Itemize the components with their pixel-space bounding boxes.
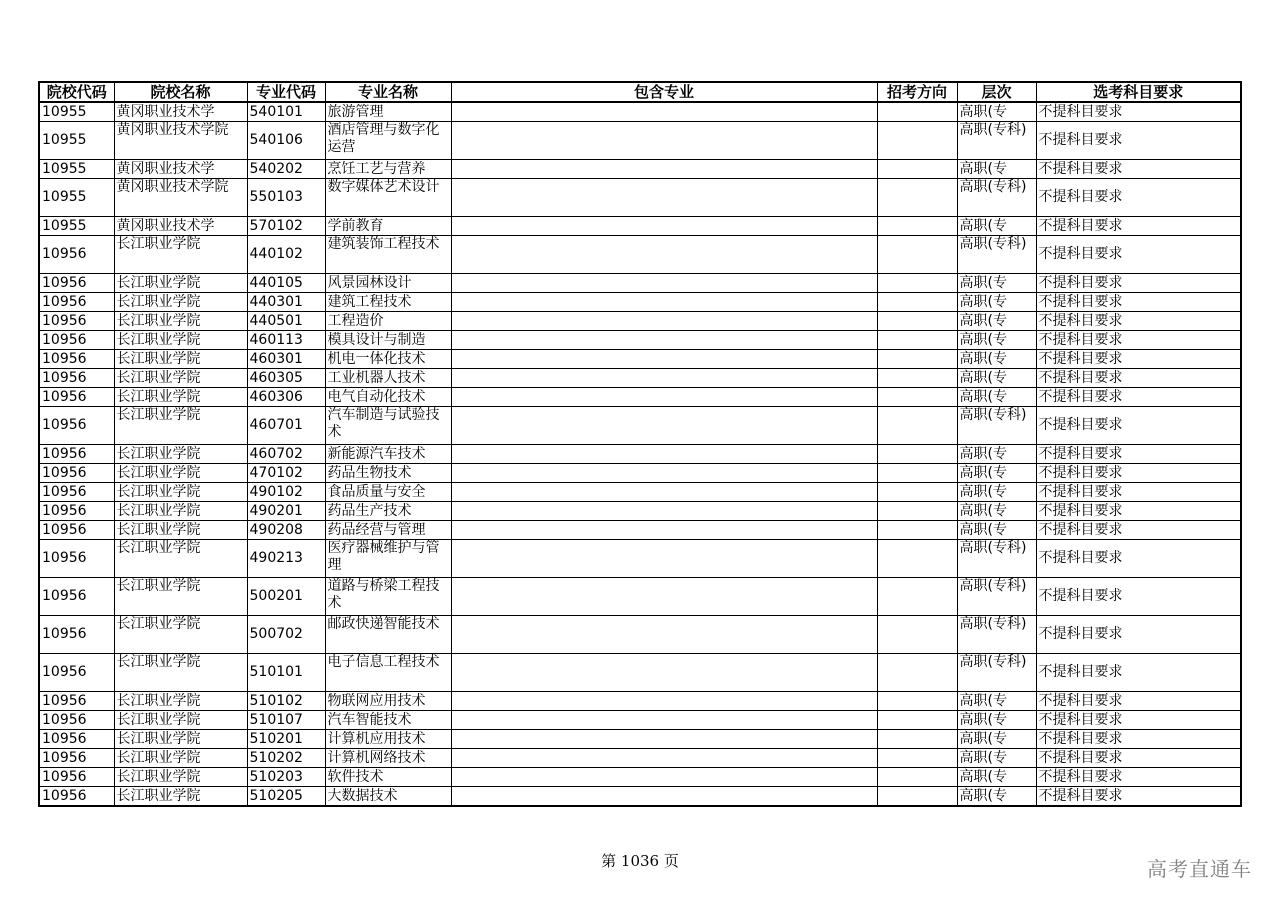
table-row	[39, 483, 1241, 502]
cell-school-name: 黄冈职业技术学	[114, 102, 247, 122]
cell-school-code: 10956	[39, 768, 114, 787]
cell-school-name: 长江职业学院	[114, 483, 247, 502]
cell-school-name: 长江职业学院	[114, 331, 247, 350]
cell-major-code: 510101	[247, 654, 325, 692]
table-row	[39, 274, 1241, 293]
cell-major-code: 440301	[247, 293, 325, 312]
cell-direction	[877, 388, 957, 407]
cell-subject-requirement: 不提科目要求	[1036, 102, 1241, 122]
cell-major-code: 460306	[247, 388, 325, 407]
cell-direction	[877, 787, 957, 807]
table-row	[39, 369, 1241, 388]
cell-included-majors	[451, 369, 877, 388]
cell-school-code: 10956	[39, 274, 114, 293]
cell-major-code: 510205	[247, 787, 325, 807]
cell-school-name: 长江职业学院	[114, 711, 247, 730]
cell-included-majors	[451, 388, 877, 407]
cell-included-majors	[451, 521, 877, 540]
cell-major-code: 540101	[247, 102, 325, 122]
cell-school-code: 10956	[39, 749, 114, 768]
cell-included-majors	[451, 654, 877, 692]
header-subject-requirement: 选考科目要求	[1036, 82, 1241, 102]
cell-major-code: 540202	[247, 160, 325, 179]
cell-major-code: 460702	[247, 445, 325, 464]
cell-subject-requirement: 不提科目要求	[1036, 407, 1241, 445]
cell-subject-requirement: 不提科目要求	[1036, 369, 1241, 388]
cell-school-name: 黄冈职业技术学院	[114, 122, 247, 160]
cell-level: 高职(专科)	[957, 578, 1036, 616]
cell-included-majors	[451, 331, 877, 350]
cell-major-name: 电子信息工程技术	[325, 654, 451, 692]
cell-major-name: 烹饪工艺与营养	[325, 160, 451, 179]
cell-major-name: 模具设计与制造	[325, 331, 451, 350]
cell-included-majors	[451, 102, 877, 122]
cell-level: 高职(专科)	[957, 179, 1036, 217]
cell-school-name: 长江职业学院	[114, 445, 247, 464]
cell-school-name: 长江职业学院	[114, 350, 247, 369]
cell-direction	[877, 730, 957, 749]
cell-included-majors	[451, 217, 877, 236]
cell-level: 高职(专	[957, 388, 1036, 407]
table-row	[39, 692, 1241, 711]
table-row	[39, 445, 1241, 464]
cell-major-code: 510203	[247, 768, 325, 787]
cell-major-code: 540106	[247, 122, 325, 160]
table-body	[39, 102, 1241, 806]
cell-school-code: 10956	[39, 369, 114, 388]
cell-subject-requirement: 不提科目要求	[1036, 483, 1241, 502]
cell-school-code: 10956	[39, 350, 114, 369]
cell-major-code: 470102	[247, 464, 325, 483]
admissions-table-container	[38, 81, 1240, 807]
cell-subject-requirement: 不提科目要求	[1036, 654, 1241, 692]
cell-included-majors	[451, 749, 877, 768]
cell-major-code: 490208	[247, 521, 325, 540]
table-row	[39, 540, 1241, 578]
cell-included-majors	[451, 768, 877, 787]
cell-included-majors	[451, 293, 877, 312]
cell-major-name: 计算机应用技术	[325, 730, 451, 749]
cell-subject-requirement: 不提科目要求	[1036, 749, 1241, 768]
cell-subject-requirement: 不提科目要求	[1036, 179, 1241, 217]
cell-direction	[877, 768, 957, 787]
table-row	[39, 521, 1241, 540]
cell-direction	[877, 160, 957, 179]
table-row	[39, 711, 1241, 730]
cell-major-code: 500201	[247, 578, 325, 616]
cell-school-name: 黄冈职业技术学	[114, 160, 247, 179]
cell-direction	[877, 711, 957, 730]
cell-subject-requirement: 不提科目要求	[1036, 578, 1241, 616]
cell-level: 高职(专	[957, 464, 1036, 483]
table-row	[39, 749, 1241, 768]
cell-major-name: 建筑装饰工程技术	[325, 236, 451, 274]
table-row	[39, 464, 1241, 483]
table-row	[39, 122, 1241, 160]
cell-subject-requirement: 不提科目要求	[1036, 768, 1241, 787]
cell-school-code: 10956	[39, 331, 114, 350]
cell-major-name: 汽车制造与试验技术	[325, 407, 451, 445]
cell-subject-requirement: 不提科目要求	[1036, 730, 1241, 749]
table-row	[39, 331, 1241, 350]
cell-subject-requirement: 不提科目要求	[1036, 445, 1241, 464]
cell-subject-requirement: 不提科目要求	[1036, 502, 1241, 521]
cell-subject-requirement: 不提科目要求	[1036, 217, 1241, 236]
cell-included-majors	[451, 483, 877, 502]
cell-subject-requirement: 不提科目要求	[1036, 616, 1241, 654]
cell-major-name: 建筑工程技术	[325, 293, 451, 312]
cell-school-code: 10955	[39, 102, 114, 122]
cell-direction	[877, 502, 957, 521]
cell-school-code: 10956	[39, 787, 114, 807]
cell-direction	[877, 464, 957, 483]
cell-level: 高职(专	[957, 274, 1036, 293]
cell-direction	[877, 236, 957, 274]
cell-subject-requirement: 不提科目要求	[1036, 274, 1241, 293]
table-row	[39, 160, 1241, 179]
cell-included-majors	[451, 312, 877, 331]
cell-direction	[877, 350, 957, 369]
cell-subject-requirement: 不提科目要求	[1036, 388, 1241, 407]
cell-direction	[877, 274, 957, 293]
cell-level: 高职(专科)	[957, 236, 1036, 274]
cell-school-code: 10956	[39, 407, 114, 445]
cell-level: 高职(专	[957, 160, 1036, 179]
cell-subject-requirement: 不提科目要求	[1036, 464, 1241, 483]
cell-school-code: 10955	[39, 179, 114, 217]
cell-direction	[877, 407, 957, 445]
cell-school-code: 10956	[39, 502, 114, 521]
cell-direction	[877, 654, 957, 692]
cell-school-name: 长江职业学院	[114, 692, 247, 711]
cell-subject-requirement: 不提科目要求	[1036, 711, 1241, 730]
table-row	[39, 388, 1241, 407]
cell-major-code: 490213	[247, 540, 325, 578]
cell-level: 高职(专	[957, 749, 1036, 768]
cell-subject-requirement: 不提科目要求	[1036, 312, 1241, 331]
cell-major-name: 机电一体化技术	[325, 350, 451, 369]
cell-major-code: 440105	[247, 274, 325, 293]
cell-major-code: 570102	[247, 217, 325, 236]
cell-major-name: 食品质量与安全	[325, 483, 451, 502]
cell-major-name: 计算机网络技术	[325, 749, 451, 768]
header-included-majors: 包含专业	[451, 82, 877, 102]
cell-direction	[877, 331, 957, 350]
cell-included-majors	[451, 236, 877, 274]
table-row	[39, 616, 1241, 654]
cell-major-name: 道路与桥梁工程技术	[325, 578, 451, 616]
cell-included-majors	[451, 502, 877, 521]
cell-major-name: 物联网应用技术	[325, 692, 451, 711]
cell-school-code: 10956	[39, 521, 114, 540]
cell-major-code: 460701	[247, 407, 325, 445]
cell-included-majors	[451, 407, 877, 445]
cell-major-name: 大数据技术	[325, 787, 451, 807]
cell-major-code: 500702	[247, 616, 325, 654]
cell-level: 高职(专	[957, 787, 1036, 807]
cell-direction	[877, 102, 957, 122]
cell-school-name: 长江职业学院	[114, 730, 247, 749]
cell-school-name: 长江职业学院	[114, 616, 247, 654]
cell-school-name: 长江职业学院	[114, 369, 247, 388]
cell-major-name: 药品经营与管理	[325, 521, 451, 540]
cell-level: 高职(专	[957, 369, 1036, 388]
cell-major-code: 510102	[247, 692, 325, 711]
cell-included-majors	[451, 692, 877, 711]
cell-subject-requirement: 不提科目要求	[1036, 350, 1241, 369]
cell-level: 高职(专	[957, 350, 1036, 369]
cell-subject-requirement: 不提科目要求	[1036, 331, 1241, 350]
cell-school-name: 长江职业学院	[114, 787, 247, 807]
header-school-code: 院校代码	[39, 82, 114, 102]
cell-school-code: 10956	[39, 236, 114, 274]
cell-school-name: 黄冈职业技术学院	[114, 179, 247, 217]
header-major-name: 专业名称	[325, 82, 451, 102]
cell-subject-requirement: 不提科目要求	[1036, 540, 1241, 578]
cell-school-code: 10956	[39, 730, 114, 749]
cell-school-code: 10956	[39, 464, 114, 483]
cell-school-name: 长江职业学院	[114, 521, 247, 540]
table-row	[39, 293, 1241, 312]
table-row	[39, 236, 1241, 274]
table-row	[39, 407, 1241, 445]
cell-major-name: 医疗器械维护与管理	[325, 540, 451, 578]
cell-major-name: 旅游管理	[325, 102, 451, 122]
cell-direction	[877, 540, 957, 578]
cell-direction	[877, 616, 957, 654]
cell-school-code: 10956	[39, 445, 114, 464]
cell-major-code: 460305	[247, 369, 325, 388]
cell-level: 高职(专	[957, 445, 1036, 464]
cell-major-name: 工业机器人技术	[325, 369, 451, 388]
cell-level: 高职(专	[957, 293, 1036, 312]
cell-major-name: 工程造价	[325, 312, 451, 331]
cell-major-name: 酒店管理与数字化运营	[325, 122, 451, 160]
table-row	[39, 217, 1241, 236]
cell-major-name: 新能源汽车技术	[325, 445, 451, 464]
cell-major-name: 汽车智能技术	[325, 711, 451, 730]
watermark-text: 高考直通车	[1147, 857, 1252, 881]
cell-school-code: 10956	[39, 692, 114, 711]
cell-direction	[877, 369, 957, 388]
cell-major-code: 510202	[247, 749, 325, 768]
cell-direction	[877, 445, 957, 464]
cell-subject-requirement: 不提科目要求	[1036, 787, 1241, 807]
table-row	[39, 350, 1241, 369]
cell-level: 高职(专	[957, 102, 1036, 122]
cell-subject-requirement: 不提科目要求	[1036, 122, 1241, 160]
cell-school-code: 10955	[39, 122, 114, 160]
header-school-name: 院校名称	[114, 82, 247, 102]
header-level: 层次	[957, 82, 1036, 102]
cell-subject-requirement: 不提科目要求	[1036, 521, 1241, 540]
cell-direction	[877, 749, 957, 768]
cell-level: 高职(专	[957, 331, 1036, 350]
page-number: 第 1036 页	[601, 852, 679, 870]
table-row	[39, 502, 1241, 521]
cell-level: 高职(专	[957, 521, 1036, 540]
cell-school-name: 长江职业学院	[114, 578, 247, 616]
cell-school-name: 长江职业学院	[114, 274, 247, 293]
cell-subject-requirement: 不提科目要求	[1036, 293, 1241, 312]
cell-included-majors	[451, 179, 877, 217]
cell-major-name: 药品生物技术	[325, 464, 451, 483]
cell-level: 高职(专	[957, 711, 1036, 730]
cell-school-code: 10955	[39, 160, 114, 179]
cell-included-majors	[451, 445, 877, 464]
table-row	[39, 578, 1241, 616]
cell-school-code: 10956	[39, 540, 114, 578]
table-row	[39, 179, 1241, 217]
header-direction: 招考方向	[877, 82, 957, 102]
cell-level: 高职(专	[957, 483, 1036, 502]
cell-included-majors	[451, 787, 877, 807]
cell-major-name: 电气自动化技术	[325, 388, 451, 407]
cell-school-code: 10956	[39, 616, 114, 654]
table-row	[39, 787, 1241, 807]
cell-included-majors	[451, 616, 877, 654]
cell-level: 高职(专	[957, 730, 1036, 749]
cell-level: 高职(专	[957, 502, 1036, 521]
cell-level: 高职(专科)	[957, 654, 1036, 692]
cell-school-code: 10956	[39, 312, 114, 331]
cell-major-code: 460113	[247, 331, 325, 350]
cell-direction	[877, 483, 957, 502]
cell-direction	[877, 578, 957, 616]
cell-level: 高职(专科)	[957, 616, 1036, 654]
cell-school-name: 长江职业学院	[114, 312, 247, 331]
cell-level: 高职(专科)	[957, 540, 1036, 578]
cell-major-name: 学前教育	[325, 217, 451, 236]
cell-direction	[877, 217, 957, 236]
cell-school-name: 长江职业学院	[114, 388, 247, 407]
cell-included-majors	[451, 274, 877, 293]
cell-school-name: 长江职业学院	[114, 768, 247, 787]
cell-major-code: 460301	[247, 350, 325, 369]
cell-included-majors	[451, 711, 877, 730]
cell-school-code: 10956	[39, 654, 114, 692]
cell-level: 高职(专	[957, 768, 1036, 787]
cell-included-majors	[451, 464, 877, 483]
cell-direction	[877, 122, 957, 160]
cell-school-name: 长江职业学院	[114, 749, 247, 768]
admissions-table	[38, 81, 1242, 807]
cell-major-code: 510107	[247, 711, 325, 730]
cell-major-code: 490102	[247, 483, 325, 502]
cell-school-code: 10956	[39, 578, 114, 616]
cell-level: 高职(专科)	[957, 122, 1036, 160]
cell-major-name: 数字媒体艺术设计	[325, 179, 451, 217]
table-row	[39, 730, 1241, 749]
cell-major-code: 510201	[247, 730, 325, 749]
cell-subject-requirement: 不提科目要求	[1036, 692, 1241, 711]
cell-direction	[877, 293, 957, 312]
table-row	[39, 654, 1241, 692]
cell-school-code: 10956	[39, 483, 114, 502]
cell-school-code: 10956	[39, 711, 114, 730]
cell-major-name: 邮政快递智能技术	[325, 616, 451, 654]
cell-major-name: 软件技术	[325, 768, 451, 787]
cell-direction	[877, 179, 957, 217]
cell-major-code: 550103	[247, 179, 325, 217]
cell-included-majors	[451, 578, 877, 616]
cell-included-majors	[451, 160, 877, 179]
cell-school-name: 长江职业学院	[114, 464, 247, 483]
cell-school-code: 10956	[39, 293, 114, 312]
cell-included-majors	[451, 122, 877, 160]
cell-school-name: 黄冈职业技术学	[114, 217, 247, 236]
cell-school-name: 长江职业学院	[114, 293, 247, 312]
table-row	[39, 768, 1241, 787]
cell-major-name: 风景园林设计	[325, 274, 451, 293]
table-row	[39, 312, 1241, 331]
cell-major-code: 490201	[247, 502, 325, 521]
header-row	[39, 82, 1241, 102]
cell-direction	[877, 521, 957, 540]
cell-school-code: 10955	[39, 217, 114, 236]
cell-included-majors	[451, 350, 877, 369]
table-row	[39, 102, 1241, 122]
cell-school-name: 长江职业学院	[114, 654, 247, 692]
cell-direction	[877, 692, 957, 711]
cell-major-code: 440501	[247, 312, 325, 331]
cell-direction	[877, 312, 957, 331]
cell-level: 高职(专	[957, 692, 1036, 711]
cell-level: 高职(专	[957, 217, 1036, 236]
cell-major-code: 440102	[247, 236, 325, 274]
cell-school-name: 长江职业学院	[114, 236, 247, 274]
cell-school-name: 长江职业学院	[114, 540, 247, 578]
cell-school-name: 长江职业学院	[114, 502, 247, 521]
cell-school-name: 长江职业学院	[114, 407, 247, 445]
cell-included-majors	[451, 540, 877, 578]
cell-major-name: 药品生产技术	[325, 502, 451, 521]
cell-included-majors	[451, 730, 877, 749]
header-major-code: 专业代码	[247, 82, 325, 102]
cell-subject-requirement: 不提科目要求	[1036, 236, 1241, 274]
cell-level: 高职(专科)	[957, 407, 1036, 445]
cell-level: 高职(专	[957, 312, 1036, 331]
cell-subject-requirement: 不提科目要求	[1036, 160, 1241, 179]
cell-school-code: 10956	[39, 388, 114, 407]
